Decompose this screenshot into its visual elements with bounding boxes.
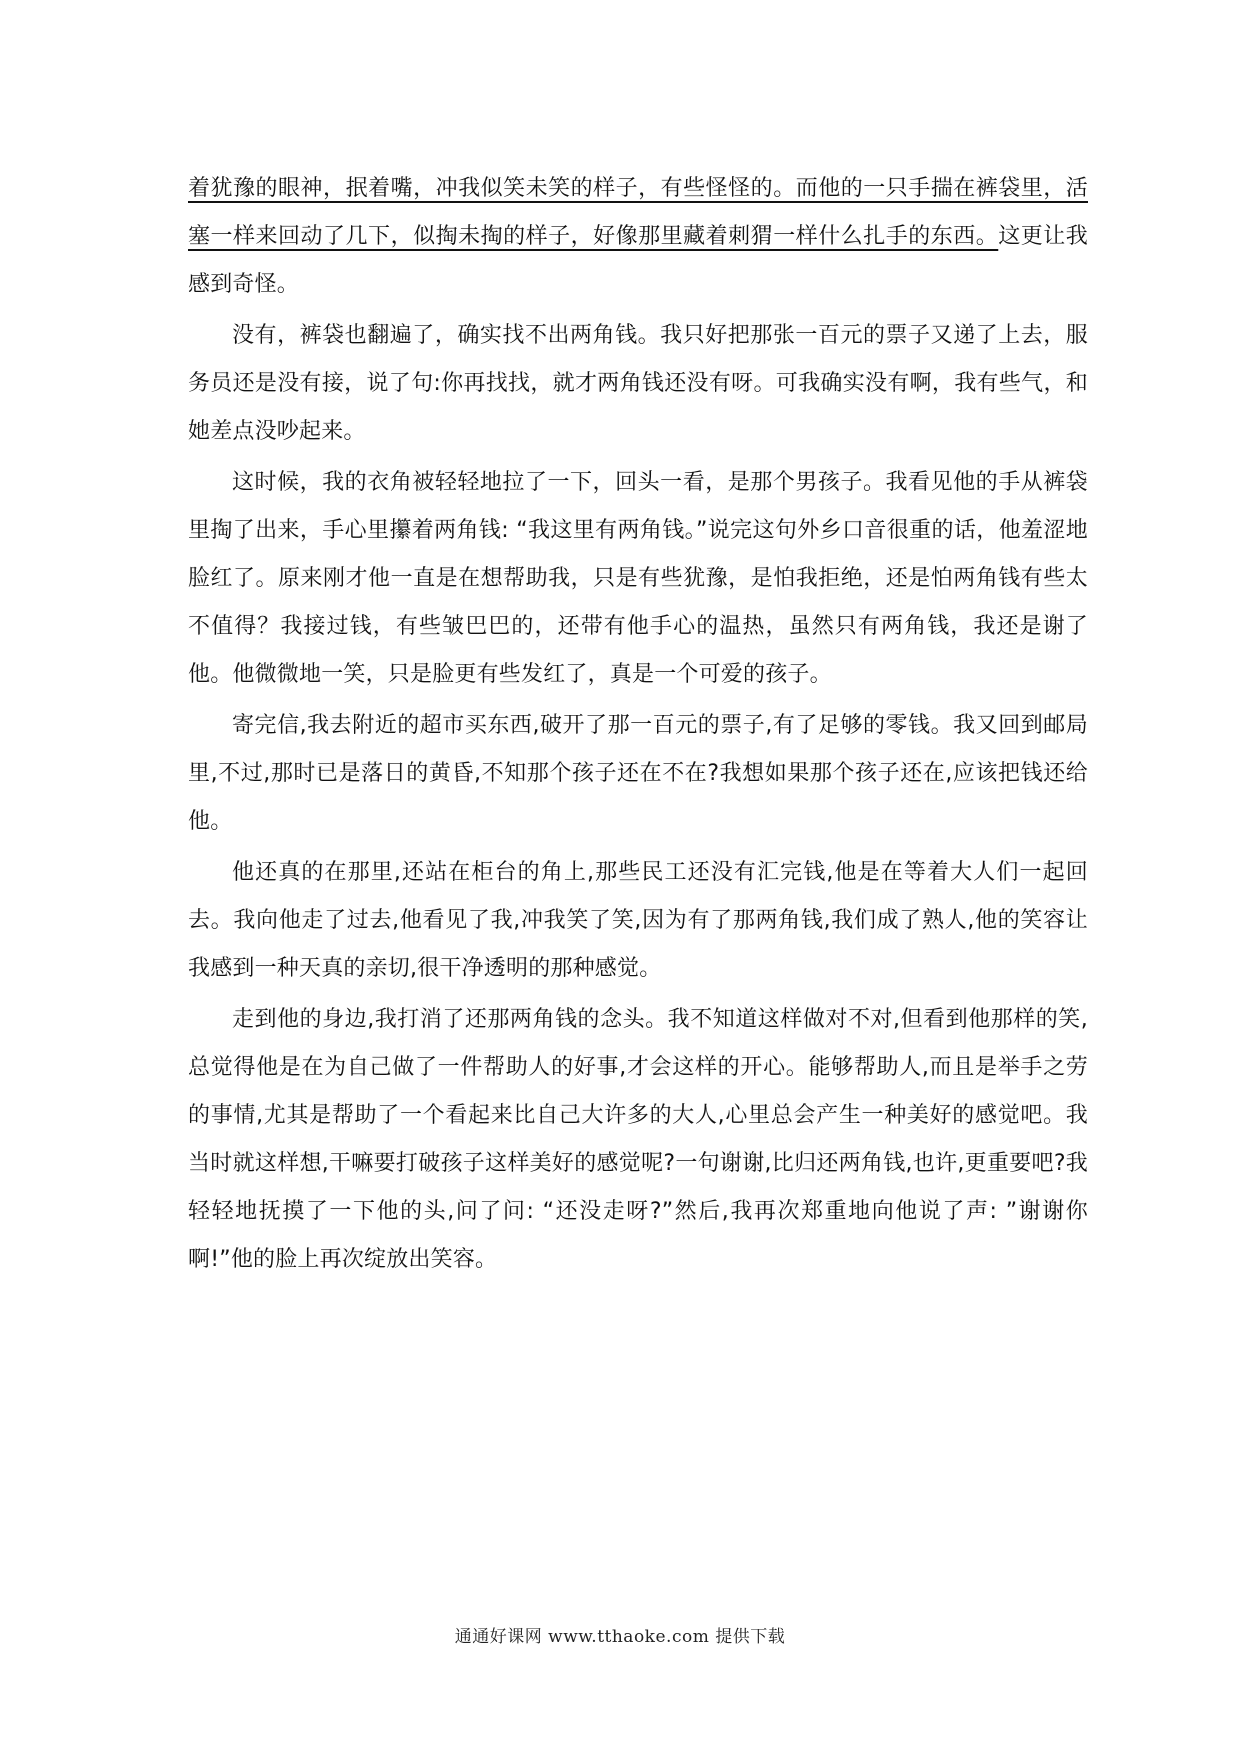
- paragraph: 这时候，我的衣角被轻轻地拉了一下，回头一看，是那个男孩子。我看见他的手从裤袋里掏了出来，手心里攥着两角钱: “我这里有两角钱。”说完这句外乡口音很重的话，他羞涩地脸红了。原来刚才他一直是在想帮助我，只是有些犹豫，是怕我拒绝，还是怕两角钱有些太不值得？我接过钱，有些皱巴巴的，还带有他手心的温热，虽然只有两角钱，我还是谢了他。他微微地一笑，只是脸更有些发红了，真是一个可爱的孩子。: [188, 470, 1088, 687]
- article-body: [188, 165, 1088, 1284]
- paragraph: 他还真的在那里,还站在柜台的角上,那些民工还没有汇完钱,他是在等着大人们一起回去。我向他走了过去,他看见了我,冲我笑了笑,因为有了那两角钱,我们成了熟人,他的笑容让我感到一种天真的亲切,很干净透明的那种感觉。: [188, 860, 1088, 981]
- paragraph: 没有，裤袋也翻遍了，确实找不出两角钱。我只好把那张一百元的票子又递了上去，服务员还是没有接，说了句:你再找找，就才两角钱还没有呀。可我确实没有啊，我有些气，和她差点没吵起来。: [188, 323, 1088, 444]
- page-footer: 通通好课网 www.tthaoke.com 提供下载: [454, 1627, 786, 1647]
- paragraph-continued: [188, 165, 1088, 309]
- paragraph-tail: 这更让我感到奇怪。: [188, 224, 1088, 297]
- paragraph: 走到他的身边,我打消了还那两角钱的念头。我不知道这样做对不对,但看到他那样的笑,总觉得他是在为自己做了一件帮助人的好事,才会这样的开心。能够帮助人,而且是举手之劳的事情,尤其是帮助了一个看起来比自己大许多的大人,心里总会产生一种美好的感觉吧。我当时就这样想,干嘛要打破孩子这样美好的感觉呢?一句谢谢,比归还两角钱,也许,更重要吧?我轻轻地抚摸了一下他的头,问了问: “还没走呀?”然后,我再次郑重地向他说了声: ”谢谢你啊!”他的脸上再次绽放出笑容。: [188, 1007, 1088, 1272]
- paragraph: 寄完信,我去附近的超市买东西,破开了那一百元的票子,有了足够的零钱。我又回到邮局里,不过,那时已是落日的黄昏,不知那个孩子还在不在?我想如果那个孩子还在,应该把钱还给他。: [188, 713, 1088, 834]
- underlined-passage: 着犹豫的眼神，抿着嘴，冲我似笑未笑的样子，有些怪怪的。而他的一只手揣在裤袋里，活塞一样来回动了几下，似掏未掏的样子，好像那里藏着刺猬一样什么扎手的东西。: [188, 176, 1088, 249]
